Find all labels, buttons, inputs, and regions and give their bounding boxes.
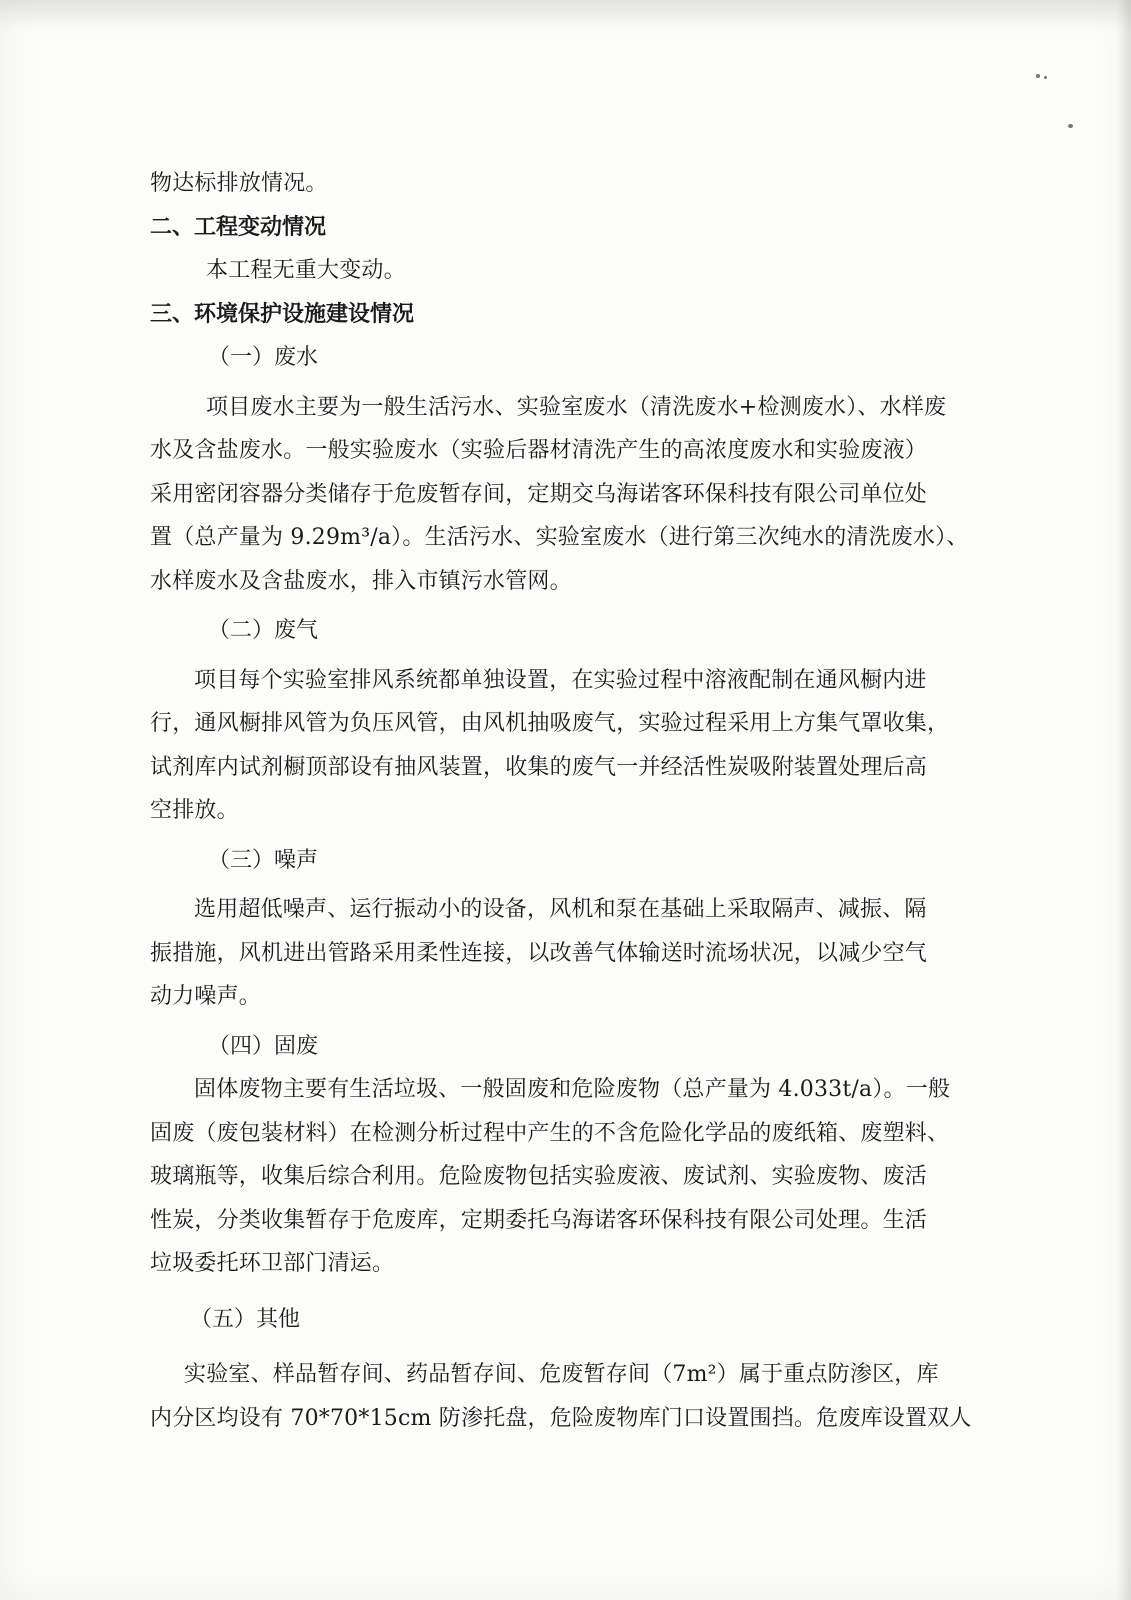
paragraph-line: 垃圾委托环卫部门清运。: [150, 1251, 395, 1276]
paragraph-line: 性炭，分类收集暂存于危废库，定期委托乌海诺客环保科技有限公司处理。生活: [150, 1207, 928, 1233]
subsection-heading: （五）其他: [190, 1306, 301, 1332]
paragraph-line: 行，通风橱排风管为负压风管，由风机抽吸废气，实验过程采用上方集气罩收集，: [150, 711, 950, 736]
paragraph-line: 试剂库内试剂橱顶部设有抽风装置，收集的废气一并经活性炭吸附装置处理后高: [150, 754, 928, 780]
paragraph-line: 空排放。: [150, 798, 239, 823]
paragraph-line: 内分区均设有 70*70*15cm 防渗托盘，危险废物库门口设置围挡。危废库设置双人: [150, 1405, 972, 1431]
paragraph-line: 本工程无重大变动。: [206, 258, 406, 283]
paragraph-line: 置（总产量为 9.29m³/a）。生活污水、实验室废水（进行第三次纯水的清洗废水）、: [150, 525, 969, 550]
subsection-heading: （一）废水: [208, 345, 319, 370]
section-heading: 三、环境保护设施建设情况: [150, 300, 415, 327]
paragraph-line: 选用超低噪声、运行振动小的设备，风机和泵在基础上采取隔声、减振、隔: [194, 897, 927, 922]
paragraph-line: 物达标排放情况。: [150, 171, 328, 196]
paragraph-line: 项目废水主要为一般生活污水、实验室废水（清洗废水+检测废水）、水样废: [206, 394, 947, 420]
paragraph-line: 固废（废包装材料）在检测分析过程中产生的不含危险化学品的废纸箱、废塑料、: [150, 1120, 950, 1146]
paragraph-line: 项目每个实验室排风系统都单独设置，在实验过程中溶液配制在通风橱内进: [194, 667, 927, 693]
paragraph-line: 采用密闭容器分类储存于危废暂存间，定期交乌海诺客环保科技有限公司单位处: [150, 481, 928, 507]
paragraph-line: 水及含盐废水。一般实验废水（实验后器材清洗产生的高浓度废水和实验废液）: [150, 438, 928, 463]
paragraph-line: 水样废水及含盐废水，排入市镇污水管网。: [150, 568, 572, 594]
section-heading: 二、工程变动情况: [150, 213, 327, 240]
scan-shadow-top: [0, 0, 1131, 30]
paragraph-line: 玻璃瓶等，收集后综合利用。危险废物包括实验废液、废试剂、实验废物、废活: [150, 1164, 928, 1189]
scan-speck: [1044, 76, 1047, 79]
paragraph-line: 固体废物主要有生活垃圾、一般固废和危险废物（总产量为 4.033t/a）。一般: [194, 1077, 951, 1102]
scan-speck: [1068, 124, 1073, 128]
subsection-heading: （二）废气: [208, 618, 319, 643]
document-body: [150, 162, 970, 1440]
subsection-heading: （四）固废: [208, 1033, 319, 1059]
paragraph-line: 振措施，风机进出管路采用柔性连接，以改善气体输送时流场状况，以减少空气: [150, 940, 928, 966]
paragraph-line: 实验室、样品暂存间、药品暂存间、危废暂存间（7m²）属于重点防渗区，库: [184, 1362, 939, 1387]
paragraph-line: 动力噪声。: [150, 984, 262, 1009]
subsection-heading: （三）噪声: [208, 847, 319, 873]
scan-shadow-edge: [1117, 0, 1131, 1600]
scan-speck: [1036, 74, 1040, 78]
